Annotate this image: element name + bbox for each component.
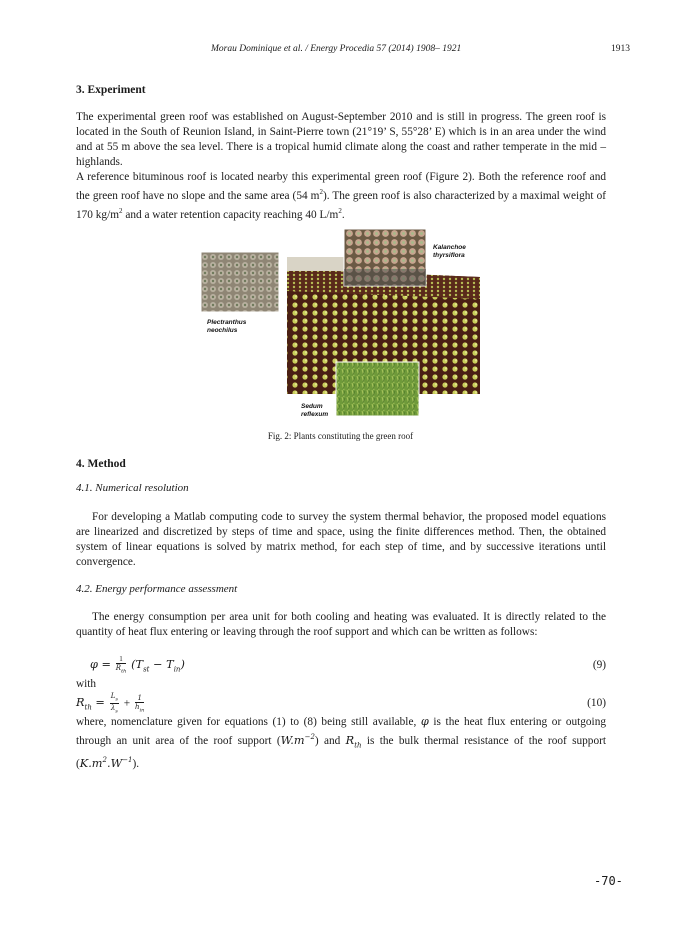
plectranthus-inset-photo: [201, 252, 279, 312]
subsection-4-1-paragraph: For developing a Matlab computing code to survey the system thermal behavior, the proposed model equations are linearized and discretized by steps of time and space, using the finite differences method. Then, the obtained system of linear equations is solved by matrix method, for each step of time, and by successive iterations until convergence.: [76, 511, 606, 568]
section-3-paragraph-2: A reference bituminous roof is located nearby this experimental green roof (Figure 2). Both the reference roof and the green roof have no slope and the same area (54 $m^2$). The green roof is also characterized by a maximal weight of 170 $kg/m^2$ and a water retention capacity reaching 40 $L/m^2$.: [76, 171, 606, 221]
section-3-body: [76, 110, 606, 223]
label-sedum: Sedum reflexum: [301, 403, 329, 418]
equation-9-number: (9): [592, 659, 606, 671]
green-roof-figure: [201, 229, 480, 416]
section-3-heading: 3. Experiment: [76, 84, 146, 96]
section-3-paragraph-1: The experimental green roof was established on August-September 2010 and is still in progress. The green roof is located in the South of Reunion Island, in Saint-Pierre town (21°19’ S, 55°28’ E) which is in an area under the wind and at 55 m above the sea level. There is a tropical humid climate along the coast and rather temperate in the mid – highlands.: [76, 111, 606, 168]
label-kalanchoe: Kalanchoe thyrsiflora: [433, 244, 466, 259]
equation-9: φ = $\frac{1}{R_{th}}$ $(T_{st} - T_{in})$ (9): [90, 655, 606, 675]
section-4-heading: 4. Method: [76, 458, 126, 470]
sedum-inset-photo: [336, 362, 419, 416]
where-paragraph: where, nomenclature given for equations (1) to (8) being still available, φ is the heat flux entering or outgoing through an unit area of the roof support $(W.m^{-2})$ and $R_{th}$ is the bulk thermal resistance of the roof support $(K.m^2.W^{-1})$.: [76, 715, 606, 770]
building-wall: [287, 257, 347, 271]
subsection-4-2-heading: 4.2. Energy performance assessment: [76, 583, 238, 595]
subsection-4-2-body: [76, 610, 606, 640]
journal-page-number: 1913: [611, 44, 630, 54]
equation-10-number: (10): [587, 697, 606, 709]
subsection-4-2-paragraph: The energy consumption per area unit for both cooling and heating was evaluated. It is directly related to the quantity of heat flux entering or leaving through the roof support and which can be written as follows:: [76, 611, 606, 638]
running-title: Morau Dominique et al. / Energy Procedia 57 (2014) 1908– 1921: [211, 44, 462, 54]
subsection-4-1-heading: 4.1. Numerical resolution: [76, 482, 189, 494]
with-label: with: [76, 678, 97, 690]
equation-10: $R_{th}$ = $\frac{L_s}{\lambda_s}$ + $\frac{1}{h_{in}}$ (10): [76, 692, 606, 715]
figure-caption: Fig. 2: Plants constituting the green roof: [267, 431, 414, 441]
footer-page-marker: -70-: [594, 874, 623, 888]
label-plectranthus: Plectranthus neochilus: [207, 319, 247, 334]
subsection-4-1-body: [76, 510, 606, 570]
